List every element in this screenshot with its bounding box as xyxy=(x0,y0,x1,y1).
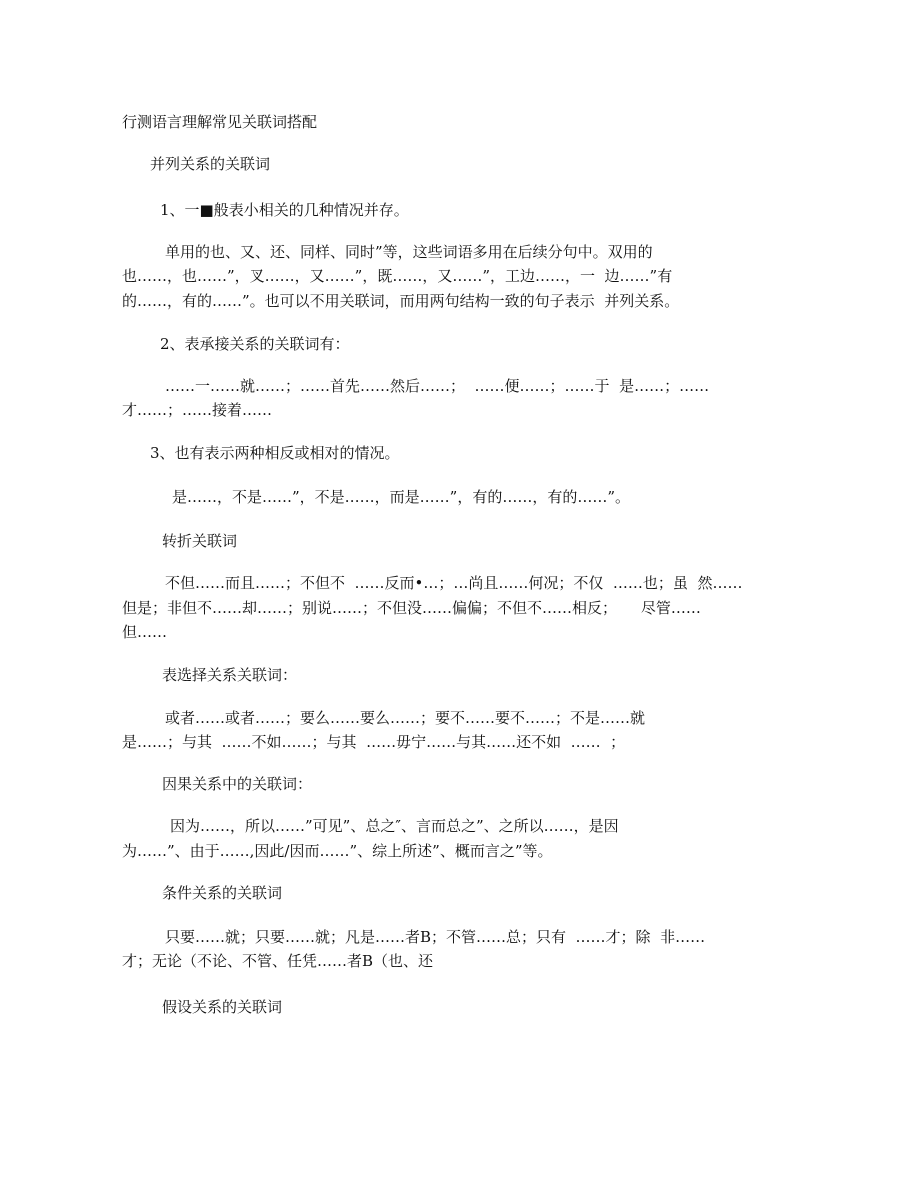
cause-line-1: 因为……，所以……”可见”、总之″、言而总之”、之所以……，是因 xyxy=(170,817,619,835)
parallel-point-1-heading: 1、一■般表小相关的几种情况并存。 xyxy=(160,201,409,219)
heading-parallel: 并列关系的关联词 xyxy=(150,155,271,173)
condition-line-2: 才；无论（不论、不管、任凭……者B（也、还 xyxy=(122,952,434,970)
heading-hypothesis: 假设关系的关联词 xyxy=(162,998,283,1016)
turn-line-1: 不但……而且……；不但不 ……反而•…；…尚且……何况；不仅 ……也；虽 然…… xyxy=(165,574,743,592)
parallel-point-3-heading: 3、也有表示两种相反或相对的情况。 xyxy=(150,444,400,462)
parallel-point-1-line-2: 也……，也……”，叉……，又……”，既……，又……”，工边……，一 边……”有 xyxy=(122,267,673,285)
condition-line-1: 只要……就；只要……就；凡是……者B；不管……总；只有 ……才；除 非…… xyxy=(165,928,706,946)
choice-line-2: 是……；与其 ……不如……；与其 ……毋宁……与其……还不如 …… ； xyxy=(122,733,626,751)
parallel-point-1-line-1: 单用的也、又、还、同样、同时”等，这些词语多用在后续分句中。双用的 xyxy=(165,243,653,261)
turn-line-2: 但是；非但不……却……；别说……；不但没……偏偏；不但不……相反； 尽管…… xyxy=(122,599,701,617)
heading-turn: 转折关联词 xyxy=(162,532,238,550)
parallel-point-3-line-1: 是……，不是……”，不是……，而是……”，有的……，有的……”。 xyxy=(172,488,631,506)
parallel-point-2-line-1: ……一……就……；……首先……然后……； ……便……；……于 是……；…… xyxy=(165,377,710,395)
parallel-point-2-line-2: 才……；……接着…… xyxy=(122,401,273,419)
cause-line-2: 为……”、由于……,因此/因而……”、综上所述”、概而言之”等。 xyxy=(122,842,553,860)
parallel-point-2-heading: 2、表承接关系的关联词有： xyxy=(160,335,350,353)
heading-cause: 因果关系中的关联词： xyxy=(162,775,313,793)
doc-title: 行测语言理解常见关联词搭配 xyxy=(122,113,318,131)
heading-choice: 表选择关系关联词： xyxy=(162,666,298,684)
choice-line-1: 或者……或者……；要么……要么……；要不……要不……；不是……就 xyxy=(165,709,646,727)
parallel-point-1-line-3: 的……，有的……”。也可以不用关联词，而用两句结构一致的句子表示 并列关系。 xyxy=(122,292,680,310)
turn-line-3: 但…… xyxy=(122,623,168,641)
heading-condition: 条件关系的关联词 xyxy=(162,884,283,902)
